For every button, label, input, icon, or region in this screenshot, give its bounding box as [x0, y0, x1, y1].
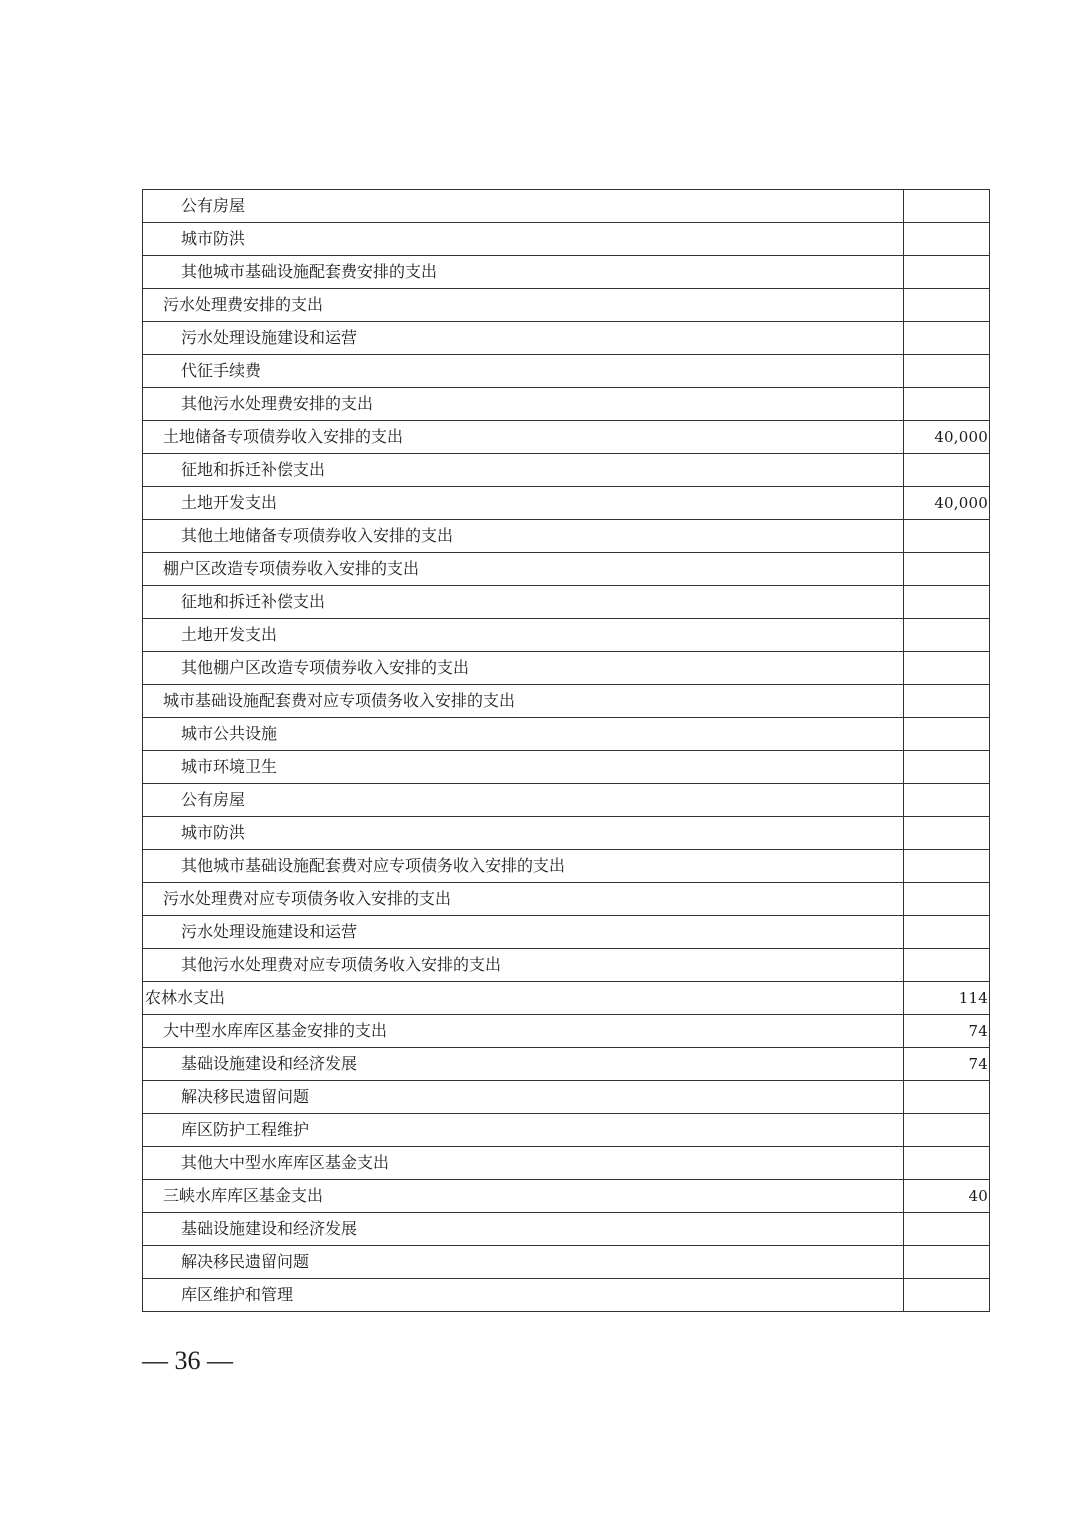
table-row: [143, 751, 990, 784]
row-item-name: 其他污水处理费安排的支出: [143, 388, 904, 421]
row-item-name: 污水处理设施建设和运营: [143, 322, 904, 355]
table-row: [143, 520, 990, 553]
row-amount: [904, 256, 990, 289]
budget-table-body: [143, 190, 990, 1312]
row-amount: [904, 949, 990, 982]
row-item-name: 库区防护工程维护: [143, 1114, 904, 1147]
row-amount: [904, 817, 990, 850]
row-item-name: 库区维护和管理: [143, 1279, 904, 1312]
row-item-name: 大中型水库库区基金安排的支出: [143, 1015, 904, 1048]
row-item-name: 城市防洪: [143, 817, 904, 850]
table-row: [143, 190, 990, 223]
row-amount: 74: [904, 1015, 990, 1048]
table-row: [143, 1180, 990, 1213]
row-amount: [904, 850, 990, 883]
table-row: [143, 454, 990, 487]
table-row: [143, 586, 990, 619]
table-row: [143, 718, 990, 751]
row-item-name: 城市环境卫生: [143, 751, 904, 784]
table-row: [143, 421, 990, 454]
table-row: [143, 949, 990, 982]
row-item-name: 基础设施建设和经济发展: [143, 1048, 904, 1081]
table-row: [143, 553, 990, 586]
table-row: [143, 223, 990, 256]
table-row: [143, 487, 990, 520]
row-item-name: 征地和拆迁补偿支出: [143, 454, 904, 487]
table-row: [143, 916, 990, 949]
table-row: [143, 1015, 990, 1048]
table-row: [143, 982, 990, 1015]
row-amount: 40: [904, 1180, 990, 1213]
row-amount: [904, 553, 990, 586]
row-item-name: 其他城市基础设施配套费安排的支出: [143, 256, 904, 289]
table-row: [143, 322, 990, 355]
row-amount: [904, 883, 990, 916]
row-item-name: 城市防洪: [143, 223, 904, 256]
table-row: [143, 784, 990, 817]
row-item-name: 棚户区改造专项债券收入安排的支出: [143, 553, 904, 586]
table-row: [143, 850, 990, 883]
row-amount: [904, 619, 990, 652]
row-amount: [904, 685, 990, 718]
table-row: [143, 652, 990, 685]
row-amount: [904, 223, 990, 256]
row-amount: [904, 1279, 990, 1312]
table-row: [143, 817, 990, 850]
row-item-name: 基础设施建设和经济发展: [143, 1213, 904, 1246]
row-item-name: 解决移民遗留问题: [143, 1246, 904, 1279]
table-row: [143, 1279, 990, 1312]
row-item-name: 公有房屋: [143, 190, 904, 223]
table-row: [143, 883, 990, 916]
row-amount: [904, 355, 990, 388]
table-row: [143, 1048, 990, 1081]
row-item-name: 污水处理费对应专项债务收入安排的支出: [143, 883, 904, 916]
table-row: [143, 1246, 990, 1279]
row-item-name: 其他污水处理费对应专项债务收入安排的支出: [143, 949, 904, 982]
row-amount: [904, 916, 990, 949]
row-amount: [904, 1246, 990, 1279]
row-item-name: 其他土地储备专项债券收入安排的支出: [143, 520, 904, 553]
row-item-name: 城市公共设施: [143, 718, 904, 751]
row-amount: [904, 784, 990, 817]
row-amount: 114: [904, 982, 990, 1015]
row-amount: [904, 1081, 990, 1114]
row-item-name: 代征手续费: [143, 355, 904, 388]
row-item-name: 污水处理费安排的支出: [143, 289, 904, 322]
row-item-name: 解决移民遗留问题: [143, 1081, 904, 1114]
row-amount: [904, 718, 990, 751]
row-item-name: 土地开发支出: [143, 619, 904, 652]
row-amount: 40,000: [904, 421, 990, 454]
row-item-name: 其他大中型水库库区基金支出: [143, 1147, 904, 1180]
table-row: [143, 685, 990, 718]
row-item-name: 土地储备专项债券收入安排的支出: [143, 421, 904, 454]
budget-table: [142, 189, 990, 1312]
table-row: [143, 289, 990, 322]
table-row: [143, 1213, 990, 1246]
row-amount: [904, 289, 990, 322]
row-amount: [904, 388, 990, 421]
row-item-name: 土地开发支出: [143, 487, 904, 520]
row-amount: [904, 652, 990, 685]
table-row: [143, 1081, 990, 1114]
row-amount: [904, 454, 990, 487]
row-amount: [904, 586, 990, 619]
row-amount: [904, 1114, 990, 1147]
row-amount: [904, 520, 990, 553]
row-amount: [904, 751, 990, 784]
page-number: — 36 —: [142, 1346, 233, 1375]
row-item-name: 其他城市基础设施配套费对应专项债务收入安排的支出: [143, 850, 904, 883]
row-item-name: 征地和拆迁补偿支出: [143, 586, 904, 619]
row-amount: [904, 1147, 990, 1180]
table-row: [143, 1147, 990, 1180]
row-item-name: 污水处理设施建设和运营: [143, 916, 904, 949]
row-amount: [904, 190, 990, 223]
table-row: [143, 619, 990, 652]
row-amount: [904, 322, 990, 355]
table-row: [143, 388, 990, 421]
row-item-name: 城市基础设施配套费对应专项债务收入安排的支出: [143, 685, 904, 718]
row-amount: 40,000: [904, 487, 990, 520]
row-item-name: 其他棚户区改造专项债券收入安排的支出: [143, 652, 904, 685]
row-item-name: 公有房屋: [143, 784, 904, 817]
row-amount: 74: [904, 1048, 990, 1081]
row-item-name: 三峡水库库区基金支出: [143, 1180, 904, 1213]
row-item-name: 农林水支出: [143, 982, 904, 1015]
table-row: [143, 256, 990, 289]
table-row: [143, 1114, 990, 1147]
row-amount: [904, 1213, 990, 1246]
table-row: [143, 355, 990, 388]
